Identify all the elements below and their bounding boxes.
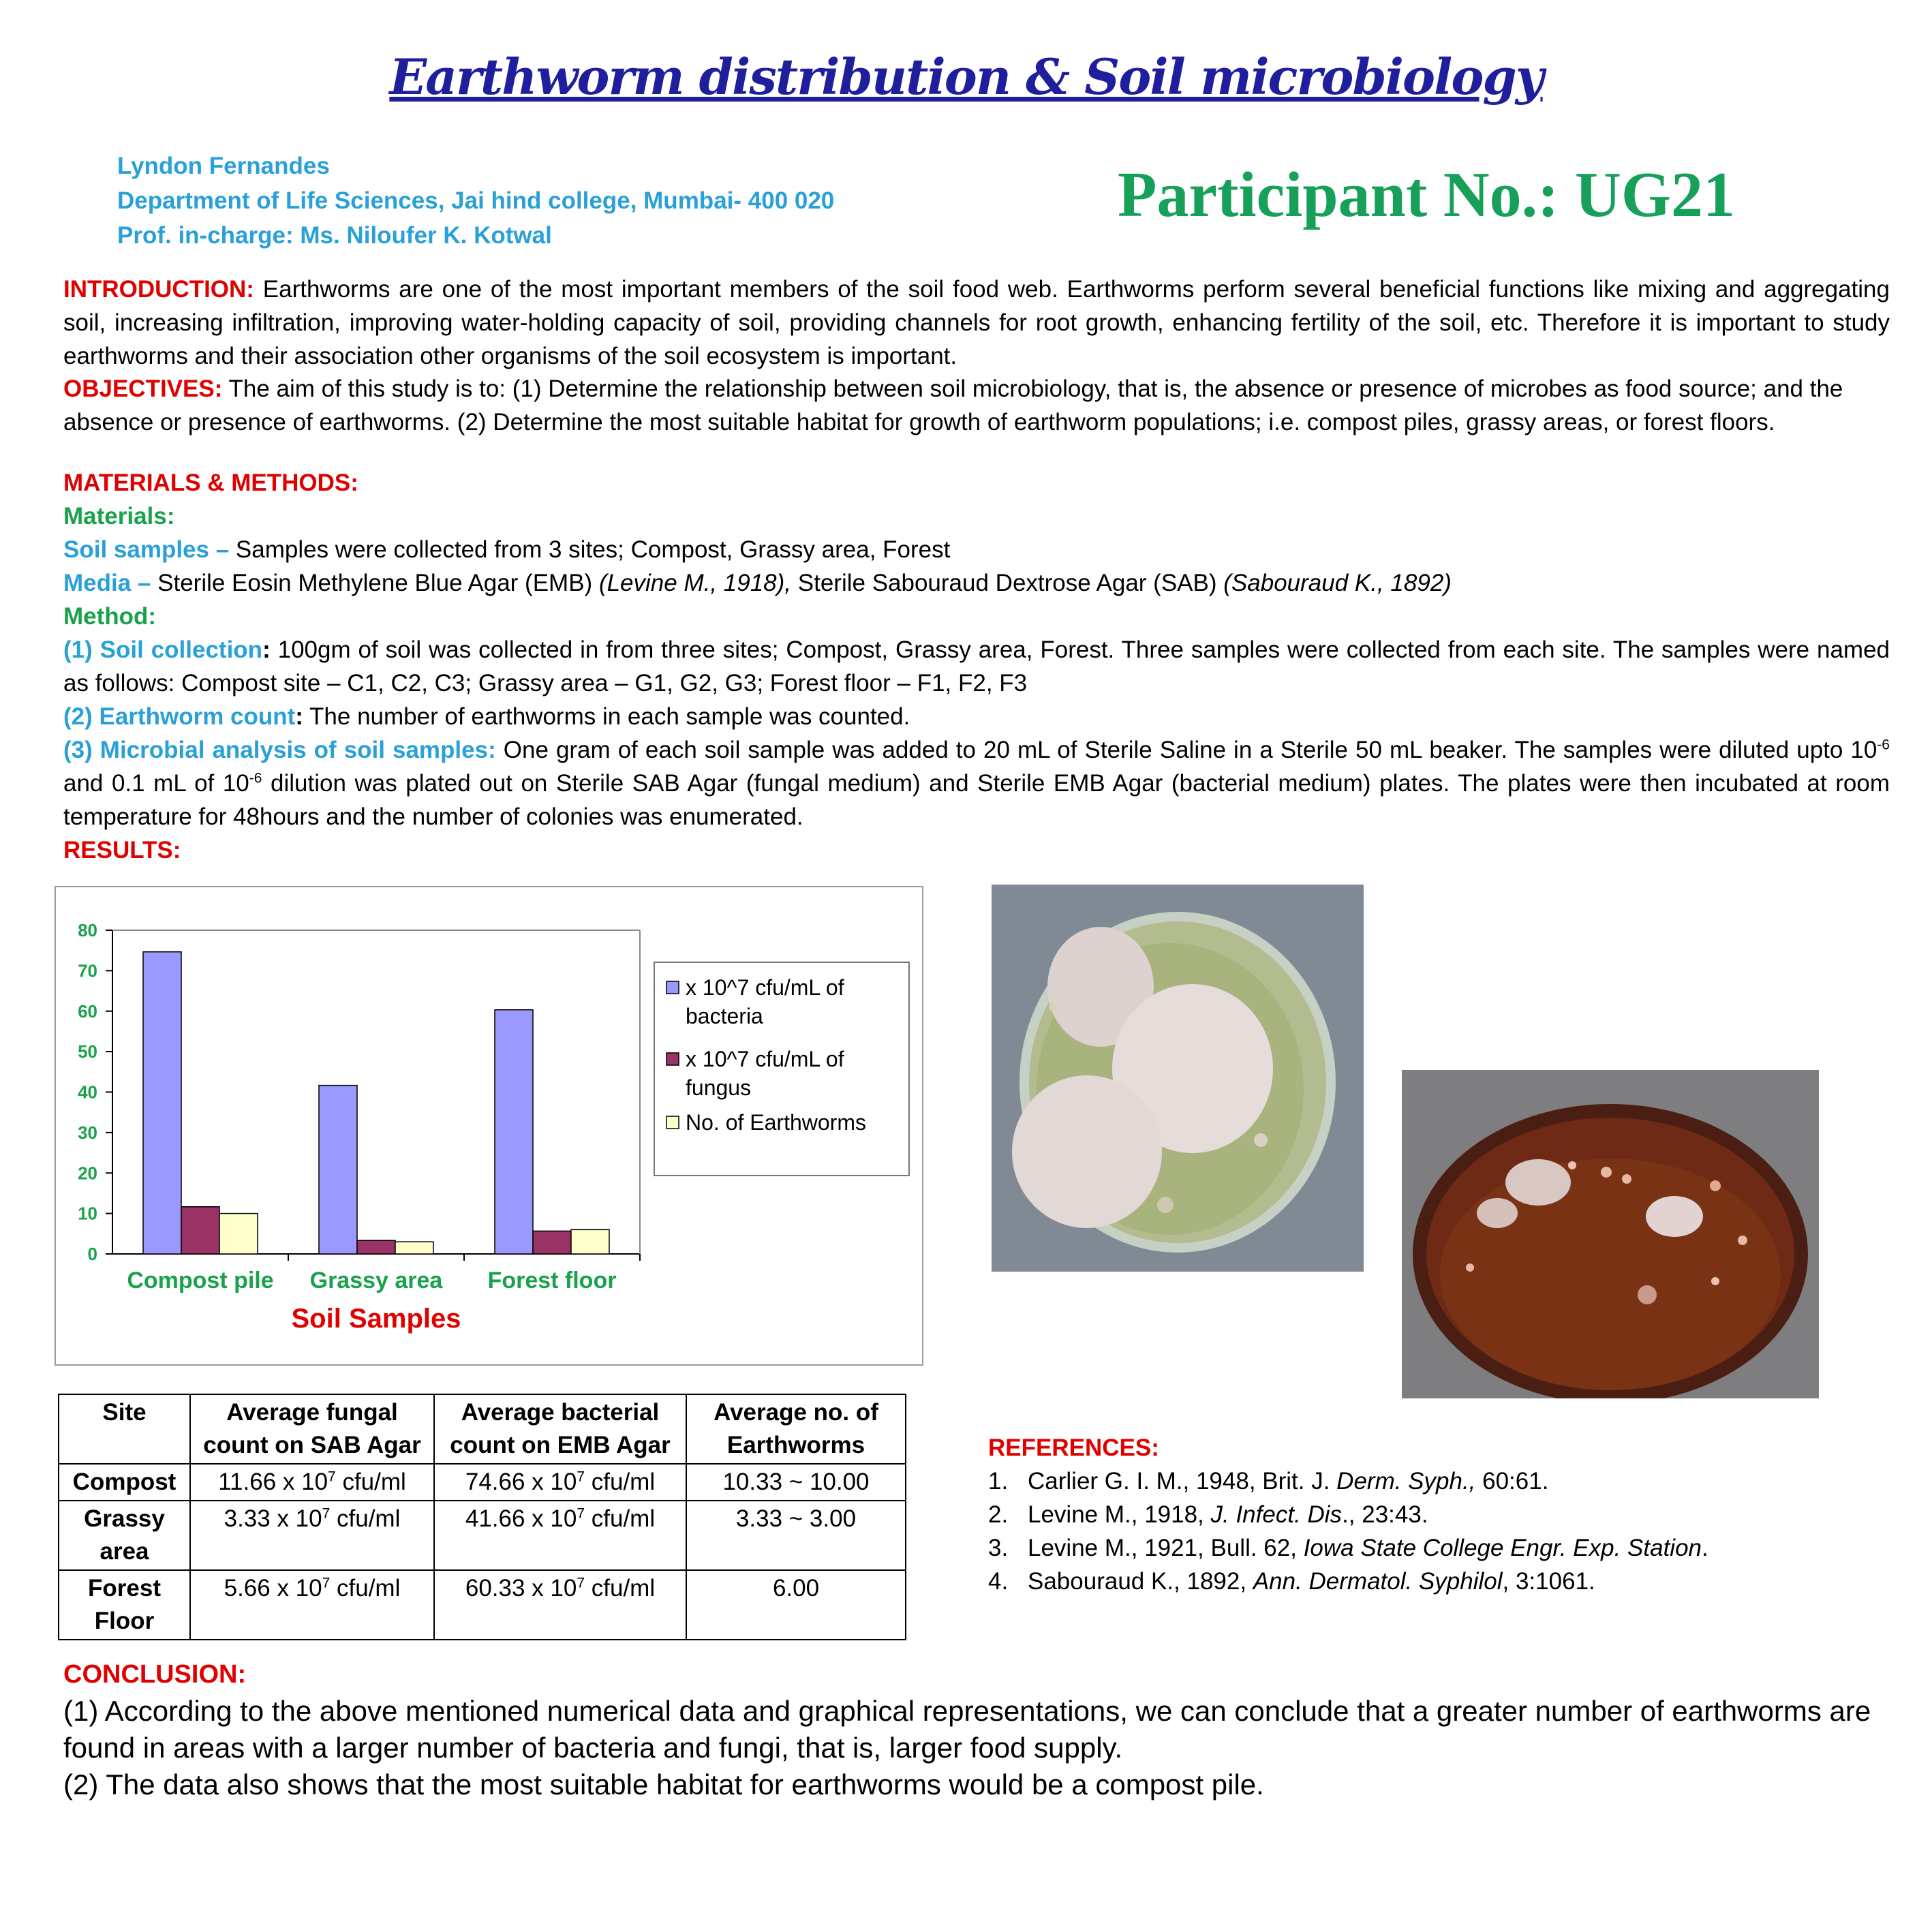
reference-item: 1. Carlier G. I. M., 1948, Brit. J. Derm. Syph., 60:61. [988,1468,1549,1494]
bar [219,1214,258,1254]
conclusion-point-2: (2) The data also shows that the most suitable habitat for earthworms would be a compost pile. [63,1768,1264,1800]
legend-label: x 10^7 cfu/mL of [686,1047,844,1071]
fungal-plate-photo [992,885,1364,1272]
introduction-heading: INTRODUCTION: [63,276,254,303]
introduction-text: Earthworms are one of the most important members of the soil food web. Earthworms perform several beneficial functions like mixing and aggregating soil, increasing infiltration, improving water-holding capacity of soil, providing channels for root growth, enhancing fertility of the soil, etc. Therefore it is important to study earthworms and their association other organisms of the soil ecosystem is important. [63,276,1890,369]
step-3-text-a: One gram of each soil sample was added to 20 mL of Sterile Saline in a Sterile 50 mL beaker. The samples were diluted upto 10 [503,737,1877,763]
conclusion-heading: CONCLUSION: [63,1660,247,1689]
conclusion-point-1: (1) According to the above mentioned numerical data and graphical representations, we can conclude that a greater number of earthworms are found in areas with a larger number of bacteria and fungi, that is, larger food supply. [63,1695,1871,1764]
media-label: Media – [63,570,151,596]
step-2: (2) Earthworm count: The number of earthworms in each sample was counted. [63,703,910,730]
cell-fungal: 3.33 x $10^7$ cfu/ml [190,1501,434,1570]
cell-bacterial: 41.66 x $10^7$ cfu/ml [434,1501,686,1570]
media-line [63,566,1890,600]
step-3-sup-2: -6 [249,770,262,786]
bar [533,1231,571,1254]
bar [395,1242,433,1254]
materials-heading: Materials: [63,503,175,530]
bar [495,1010,533,1254]
bar [143,952,181,1254]
step-3-text-b: and 0.1 mL of 10 [63,770,249,797]
media-text-1: Sterile Eosin Methylene Blue Agar (EMB) [157,570,593,596]
methods-section [63,466,1890,867]
legend-swatch [666,981,679,994]
header-fungal: Average fungal count on SAB Agar [190,1394,434,1464]
poster-title: Earthworm distribution & Soil microbiology [389,48,1543,106]
step-3-sup-1: -6 [1877,737,1890,753]
author-department: Department of Life Sciences, Jai hind college, Mumbai- 400 020 [117,187,835,214]
references-heading: REFERENCES: [988,1435,1159,1461]
header-site: Site [59,1394,190,1464]
author-name: Lyndon Fernandes [117,153,330,179]
conclusion-section [63,1656,1890,1803]
media-text-2: Sterile Sabouraud Dextrose Agar (SAB) [797,570,1217,596]
legend-label: bacteria [686,1004,763,1028]
results-heading: RESULTS: [63,837,181,863]
step-1: (1) Soil collection: 100gm of soil was collected in from three sites; Compost, Grassy area, Forest. Three samples were collected from each site. The samples were named as follows: Compost site – C1, C2, C3; Grassy area – G1, G2, G3; Forest floor – F1, F2, F3 [63,637,1890,696]
cell-bacterial: 74.66 x $10^7$ cfu/ml [434,1464,686,1501]
soil-samples-text: Samples were collected from 3 sites; Compost, Grassy area, Forest [235,536,951,563]
y-tick-label: 20 [78,1163,97,1184]
table-row [59,1501,906,1570]
cell-fungal: 11.66 x $10^7$ cfu/ml [190,1464,434,1501]
y-tick-label: 10 [78,1203,97,1224]
cell-site: Forest Floor [59,1570,190,1640]
soil-samples-label: Soil samples – [63,536,230,563]
legend-label: No. of Earthworms [686,1110,866,1135]
step-3 [63,733,1890,833]
header-earthworms: Average no. of Earthworms [686,1394,906,1464]
step-1-text: 100gm of soil was collected in from three sites; Compost, Grassy area, Forest. Three samples were collected from each site. The samples were named as follows: Compost site – C1, C2, C3; Grassy area – G1, G2, G3; Forest floor – F1, F2, F3 [63,637,1890,696]
legend-label: x 10^7 cfu/mL of [686,975,844,1000]
cell-site: Compost [59,1464,190,1501]
y-tick-label: 30 [78,1122,97,1143]
cell-fungal: 5.66 x $10^7$ cfu/ml [190,1570,434,1640]
reference-item: 4. Sabouraud K., 1892, Ann. Dermatol. Syphilol, 3:1061. [988,1568,1595,1595]
bar [181,1207,219,1254]
x-tick-label: Compost pile [127,1268,274,1293]
reference-item: 2. Levine M., 1918, J. Infect. Dis., 23:43. [988,1501,1428,1528]
author-prof: Prof. in-charge: Ms. Niloufer K. Kotwal [117,222,552,249]
bar [357,1240,395,1254]
objectives-section [63,372,1890,439]
introduction-section [63,273,1890,373]
y-tick-label: 40 [78,1082,97,1103]
header-bacterial: Average bacterial count on EMB Agar [434,1394,686,1464]
chart-svg [56,887,922,1364]
x-tick-label: Forest floor [487,1268,617,1293]
media-cite-1: (Levine M., 1918), [598,570,792,596]
x-axis-label: Soil Samples [291,1304,461,1334]
legend-swatch [666,1116,679,1129]
step-2-text: The number of earthworms in each sample was counted. [309,703,910,730]
participant-number: Participant No.: UG21 [1118,159,1735,230]
step-3-label: (3) Microbial analysis of soil samples: [63,737,496,763]
x-tick-label: Grassy area [309,1268,443,1293]
objectives-text: The aim of this study is to: (1) Determine the relationship between soil microbiology, that is, the absence or presence of microbes as food source; and the absence or presence of earthworms. (2) Determine the most suitable habitat for growth of earthworm populations; i.e. compost piles, grassy areas, or forest floors. [63,375,1843,435]
soil-samples-line [63,533,1890,566]
cell-site: Grassy area [59,1501,190,1570]
table-header-row [59,1394,906,1464]
legend-label: fungus [686,1075,752,1100]
cell-earthworms: 10.33 ~ 10.00 [686,1464,906,1501]
method-heading: Method: [63,603,157,630]
bar [319,1086,357,1254]
legend-swatch [666,1053,679,1065]
objectives-heading: OBJECTIVES: [63,375,223,402]
results-chart [55,886,923,1366]
reference-item: 3. Levine M., 1921, Bull. 62, Iowa State College Engr. Exp. Station. [988,1535,1708,1561]
step-3-text-c: dilution was plated out on Sterile SAB Agar (fungal medium) and Sterile EMB Agar (bacterial medium) plates. The plates were then incubated at room temperature for 48hours and the number of colonies was enumerated. [63,770,1890,830]
y-tick-label: 60 [78,1000,97,1022]
table-row [59,1570,906,1640]
y-tick-label: 0 [87,1244,97,1264]
author-block [117,149,834,253]
bar [571,1229,609,1254]
cell-earthworms: 3.33 ~ 3.00 [686,1501,906,1570]
cell-earthworms: 6.00 [686,1570,906,1640]
step-1-label: (1) Soil collection [63,637,263,663]
references-section [988,1431,1708,1598]
table-row [59,1464,906,1501]
media-cite-2: (Sabouraud K., 1892) [1223,570,1452,596]
y-tick-label: 70 [78,960,97,981]
cell-bacterial: 60.33 x $10^7$ cfu/ml [434,1570,686,1640]
y-tick-label: 80 [78,920,97,940]
methods-heading: MATERIALS & METHODS: [63,470,358,496]
y-tick-label: 50 [78,1041,97,1062]
bacterial-plate-photo [1402,1070,1819,1398]
step-2-label: (2) Earthworm count [63,703,296,730]
results-table [58,1394,906,1640]
